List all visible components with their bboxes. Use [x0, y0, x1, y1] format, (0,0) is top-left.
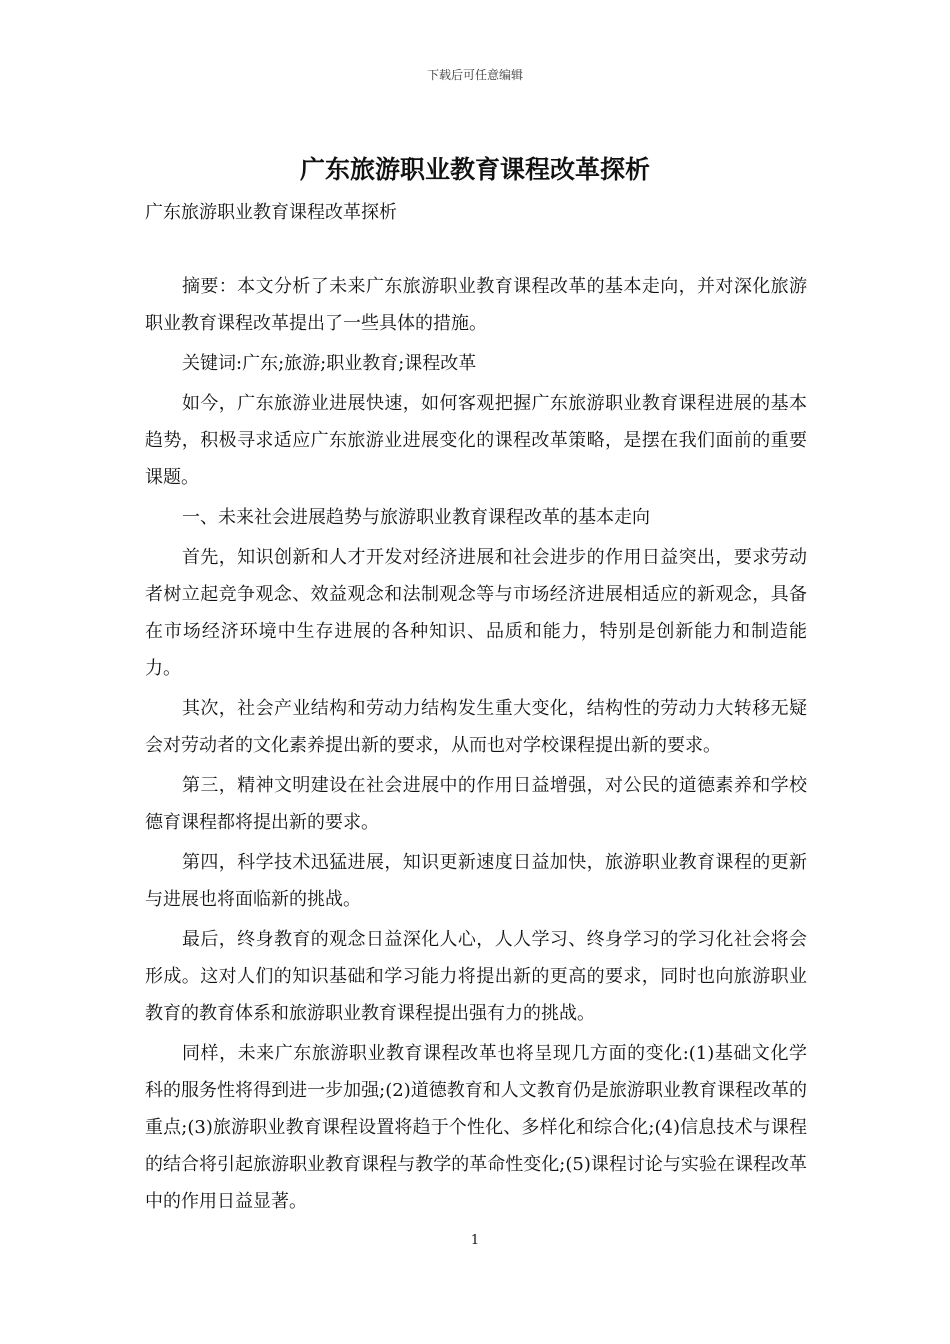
body-paragraph: 第三，精神文明建设在社会进展中的作用日益增强，对公民的道德素养和学校德育课程都将提出新的要求。	[145, 775, 807, 833]
body-paragraph: 最后，终身教育的观念日益深化人心，人人学习、终身学习的学习化社会将会形成。这对人们的知识基础和学习能力将提出新的更高的要求，同时也向旅游职业教育的教育体系和旅游职业教育课程提出强有力的挑战。	[145, 929, 807, 1024]
document-subtitle: 广东旅游职业教育课程改革探析	[145, 202, 397, 223]
body-paragraph: 首先，知识创新和人才开发对经济进展和社会进步的作用日益突出，要求劳动者树立起竞争观念、效益观念和法制观念等与市场经济进展相适应的新观念，具备在市场经济环境中生存进展的各种知识、品质和能力，特别是创新能力和制造能力。	[145, 547, 807, 679]
body-paragraph: 第四，科学技术迅猛进展，知识更新速度日益加快，旅游职业教育课程的更新与进展也将面临新的挑战。	[145, 852, 807, 910]
document-title: 广东旅游职业教育课程改革探析	[299, 155, 650, 184]
section-heading: 一、未来社会进展趋势与旅游职业教育课程改革的基本走向	[182, 507, 650, 528]
body-paragraph: 同样，未来广东旅游职业教育课程改革也将呈现几方面的变化:(1)基础文化学科的服务性将得到进一步加强;(2)道德教育和人文教育仍是旅游职业教育课程改革的重点;(3)旅游职业教育课程设置将趋于个性化、多样化和综合化;(4)信息技术与课程的结合将引起旅游职业教育课程与教学的革命性变化;(5)课程讨论与实验在课程改革中的作用日益显著。	[145, 1043, 807, 1212]
body-paragraph: 其次，社会产业结构和劳动力结构发生重大变化，结构性的劳动力大转移无疑会对劳动者的文化素养提出新的要求，从而也对学校课程提出新的要求。	[145, 698, 807, 756]
intro-paragraph: 如今，广东旅游业进展快速，如何客观把握广东旅游职业教育课程进展的基本趋势，积极寻求适应广东旅游业进展变化的课程改革策略，是摆在我们面前的重要课题。	[145, 393, 807, 488]
page-header-note: 下载后可任意编辑	[426, 68, 523, 82]
page-number: 1	[470, 1233, 480, 1248]
keywords-paragraph: 关键词:广东;旅游;职业教育;课程改革	[182, 353, 477, 374]
abstract-paragraph: 摘要：本文分析了未来广东旅游职业教育课程改革的基本走向，并对深化旅游职业教育课程改革提出了一些具体的措施。	[145, 276, 807, 334]
document-body	[145, 268, 807, 1223]
